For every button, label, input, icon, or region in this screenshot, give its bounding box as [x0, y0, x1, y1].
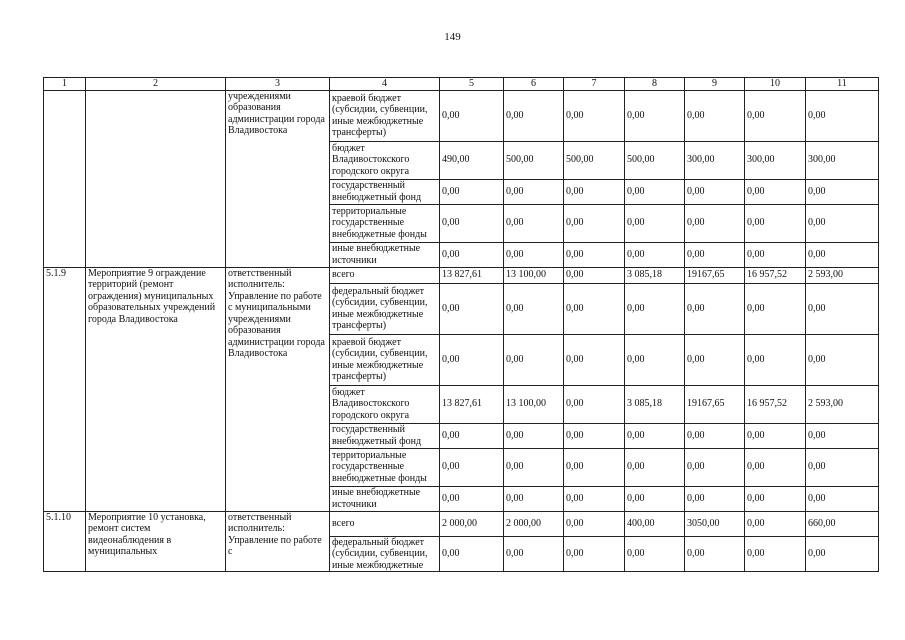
value-cell: 0,00 [745, 448, 806, 486]
value-cell: 0,00 [504, 536, 564, 572]
measure-number [44, 90, 86, 267]
column-number: 4 [330, 78, 440, 91]
value-cell: 13 827,61 [440, 267, 504, 283]
value-cell: 0,00 [564, 486, 625, 511]
value-cell: 300,00 [806, 141, 879, 179]
value-cell: 0,00 [564, 536, 625, 572]
value-cell: 0,00 [685, 179, 745, 204]
column-number: 9 [685, 78, 745, 91]
value-cell: 0,00 [625, 423, 685, 448]
value-cell: 0,00 [440, 448, 504, 486]
column-number: 6 [504, 78, 564, 91]
table-row [44, 90, 879, 141]
value-cell: 2 000,00 [504, 511, 564, 536]
value-cell: 0,00 [440, 179, 504, 204]
value-cell: 3 085,18 [625, 267, 685, 283]
column-number: 3 [226, 78, 330, 91]
value-cell: 13 827,61 [440, 385, 504, 423]
value-cell: 300,00 [745, 141, 806, 179]
funding-source: всего [330, 511, 440, 536]
value-cell: 0,00 [564, 204, 625, 242]
value-cell: 0,00 [745, 242, 806, 267]
value-cell: 0,00 [440, 423, 504, 448]
value-cell: 490,00 [440, 141, 504, 179]
measure-name: Мероприятие 9 ограждение территорий (ремонт ограждения) муниципальных образовательных учреждений города Владивостока [86, 267, 226, 511]
value-cell: 0,00 [806, 283, 879, 334]
value-cell: 0,00 [806, 423, 879, 448]
measure-number: 5.1.9 [44, 267, 86, 511]
value-cell: 0,00 [745, 423, 806, 448]
value-cell: 0,00 [625, 204, 685, 242]
value-cell: 0,00 [806, 179, 879, 204]
value-cell: 0,00 [440, 536, 504, 572]
value-cell: 0,00 [440, 283, 504, 334]
table-row [44, 267, 879, 283]
value-cell: 0,00 [745, 486, 806, 511]
value-cell: 0,00 [685, 448, 745, 486]
column-number: 1 [44, 78, 86, 91]
value-cell: 0,00 [625, 486, 685, 511]
value-cell: 0,00 [625, 536, 685, 572]
value-cell: 0,00 [685, 423, 745, 448]
value-cell: 0,00 [685, 204, 745, 242]
value-cell: 0,00 [564, 283, 625, 334]
value-cell: 0,00 [504, 448, 564, 486]
table-row [44, 511, 879, 536]
value-cell: 0,00 [504, 334, 564, 385]
value-cell: 0,00 [806, 204, 879, 242]
value-cell: 0,00 [440, 486, 504, 511]
value-cell: 0,00 [504, 423, 564, 448]
value-cell: 400,00 [625, 511, 685, 536]
value-cell: 0,00 [564, 334, 625, 385]
value-cell: 0,00 [685, 283, 745, 334]
measure-name: Мероприятие 10 установка, ремонт систем видеонаблюдения в муниципальных [86, 511, 226, 572]
value-cell: 0,00 [504, 179, 564, 204]
funding-source: всего [330, 267, 440, 283]
value-cell: 0,00 [564, 179, 625, 204]
value-cell: 0,00 [745, 536, 806, 572]
measure-name [86, 90, 226, 267]
executor-cell: ответственный исполнитель: Управление по работе с [226, 511, 330, 572]
value-cell: 2 593,00 [806, 267, 879, 283]
value-cell: 3 085,18 [625, 385, 685, 423]
value-cell: 0,00 [440, 334, 504, 385]
funding-source: иные внебюджетные источники [330, 486, 440, 511]
value-cell: 0,00 [685, 536, 745, 572]
funding-source: федеральный бюджет (субсидии, субвенции, иные межбюджетные трансферты) [330, 283, 440, 334]
value-cell: 0,00 [625, 179, 685, 204]
value-cell: 0,00 [806, 242, 879, 267]
funding-source: краевой бюджет (субсидии, субвенции, иные межбюджетные трансферты) [330, 90, 440, 141]
value-cell: 13 100,00 [504, 385, 564, 423]
value-cell: 0,00 [440, 90, 504, 141]
value-cell: 0,00 [625, 90, 685, 141]
value-cell: 19167,65 [685, 267, 745, 283]
funding-source: территориальные государственные внебюджетные фонды [330, 204, 440, 242]
value-cell: 0,00 [806, 90, 879, 141]
page-number: 149 [444, 31, 461, 43]
funding-source: государственный внебюджетный фонд [330, 179, 440, 204]
value-cell: 0,00 [685, 242, 745, 267]
value-cell: 0,00 [504, 242, 564, 267]
column-number: 8 [625, 78, 685, 91]
column-number: 5 [440, 78, 504, 91]
value-cell: 0,00 [685, 486, 745, 511]
value-cell: 0,00 [504, 486, 564, 511]
column-number: 2 [86, 78, 226, 91]
value-cell: 0,00 [440, 242, 504, 267]
value-cell: 0,00 [685, 90, 745, 141]
value-cell: 500,00 [504, 141, 564, 179]
funding-source: краевой бюджет (субсидии, субвенции, иные межбюджетные трансферты) [330, 334, 440, 385]
value-cell: 0,00 [564, 448, 625, 486]
value-cell: 0,00 [440, 204, 504, 242]
column-number: 11 [806, 78, 879, 91]
value-cell: 0,00 [806, 334, 879, 385]
funding-source: территориальные государственные внебюджетные фонды [330, 448, 440, 486]
value-cell: 500,00 [625, 141, 685, 179]
value-cell: 13 100,00 [504, 267, 564, 283]
value-cell: 500,00 [564, 141, 625, 179]
executor-cell: учреждениями образования администрации города Владивостока [226, 90, 330, 267]
value-cell: 19167,65 [685, 385, 745, 423]
value-cell: 300,00 [685, 141, 745, 179]
value-cell: 0,00 [564, 267, 625, 283]
value-cell: 0,00 [564, 90, 625, 141]
column-number: 10 [745, 78, 806, 91]
funding-source: государственный внебюджетный фонд [330, 423, 440, 448]
value-cell: 0,00 [625, 242, 685, 267]
value-cell: 16 957,52 [745, 385, 806, 423]
value-cell: 0,00 [685, 334, 745, 385]
value-cell: 0,00 [625, 448, 685, 486]
value-cell: 0,00 [806, 486, 879, 511]
value-cell: 0,00 [745, 511, 806, 536]
value-cell: 0,00 [806, 448, 879, 486]
funding-source: иные внебюджетные источники [330, 242, 440, 267]
funding-source: федеральный бюджет (субсидии, субвенции, иные межбюджетные [330, 536, 440, 572]
value-cell: 0,00 [504, 283, 564, 334]
funding-source: бюджет Владивостокского городского округа [330, 141, 440, 179]
funding-source: бюджет Владивостокского городского округа [330, 385, 440, 423]
value-cell: 0,00 [745, 283, 806, 334]
value-cell: 0,00 [564, 242, 625, 267]
value-cell: 3050,00 [685, 511, 745, 536]
column-number: 7 [564, 78, 625, 91]
budget-table [43, 77, 879, 572]
executor-cell: ответственный исполнитель: Управление по работе с муниципальными учреждениями образования администрации города Владивостока [226, 267, 330, 511]
measure-number: 5.1.10 [44, 511, 86, 572]
value-cell: 0,00 [625, 283, 685, 334]
value-cell: 0,00 [745, 90, 806, 141]
value-cell: 16 957,52 [745, 267, 806, 283]
value-cell: 0,00 [564, 511, 625, 536]
value-cell: 0,00 [806, 536, 879, 572]
value-cell: 0,00 [564, 385, 625, 423]
value-cell: 0,00 [745, 204, 806, 242]
value-cell: 0,00 [745, 334, 806, 385]
value-cell: 2 000,00 [440, 511, 504, 536]
value-cell: 0,00 [504, 204, 564, 242]
column-number-row [44, 78, 879, 91]
value-cell: 660,00 [806, 511, 879, 536]
value-cell: 0,00 [564, 423, 625, 448]
value-cell: 0,00 [625, 334, 685, 385]
value-cell: 2 593,00 [806, 385, 879, 423]
value-cell: 0,00 [745, 179, 806, 204]
value-cell: 0,00 [504, 90, 564, 141]
